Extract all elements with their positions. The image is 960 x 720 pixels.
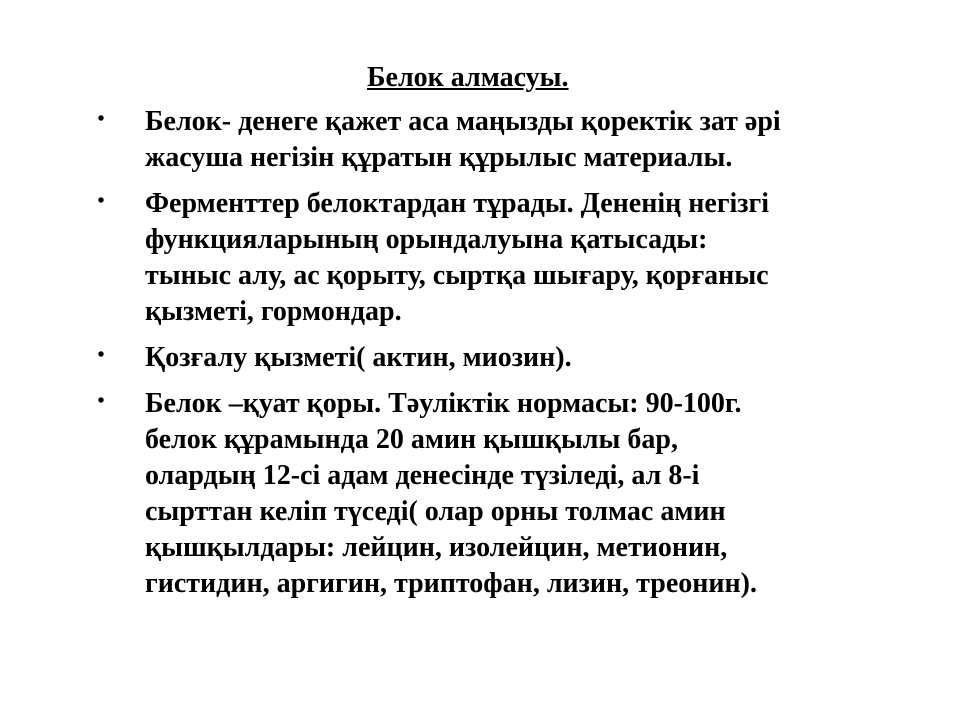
bullet-text: Белок- денеге қажет аса маңызды қоректік зат әрі жасуша негізін құратын құрылыс материалы. xyxy=(145,106,781,173)
bullet-item-4 xyxy=(0,386,865,602)
bullet-item-3 xyxy=(0,340,865,376)
bullet-item-1 xyxy=(0,104,865,176)
bullet-dot-icon: • xyxy=(97,190,105,212)
bullet-text: Қозғалу қызметі( актин, миозин). xyxy=(145,342,572,373)
bullet-text: Ферменттер белоктардан тұрады. Дененің негізгі функцияларының орындалуына қатысады: тыныс алу, ас қорыту, сыртқа шығару, қорғаныс қызметі, гормондар. xyxy=(145,188,770,327)
slide-title: Белок алмасуы. xyxy=(367,62,569,93)
bullet-dot-icon: • xyxy=(97,390,105,412)
bullet-text: Белок –қуат қоры. Тәуліктік нормасы: 90-100г. белок құрамында 20 амин қышқылы бар, олардың 12-сі адам денесінде түзіледі, ал 8-і сырттан келіп түседі( олар орны толмас амин қышқылдары: лейцин, изолейцин, метионин, гистидин, аргигин, триптофан, лизин, треонин). xyxy=(145,388,757,599)
bullet-list xyxy=(0,104,960,612)
bullet-dot-icon: • xyxy=(97,108,105,130)
bullet-item-2 xyxy=(0,186,865,330)
bullet-dot-icon: • xyxy=(97,344,105,366)
